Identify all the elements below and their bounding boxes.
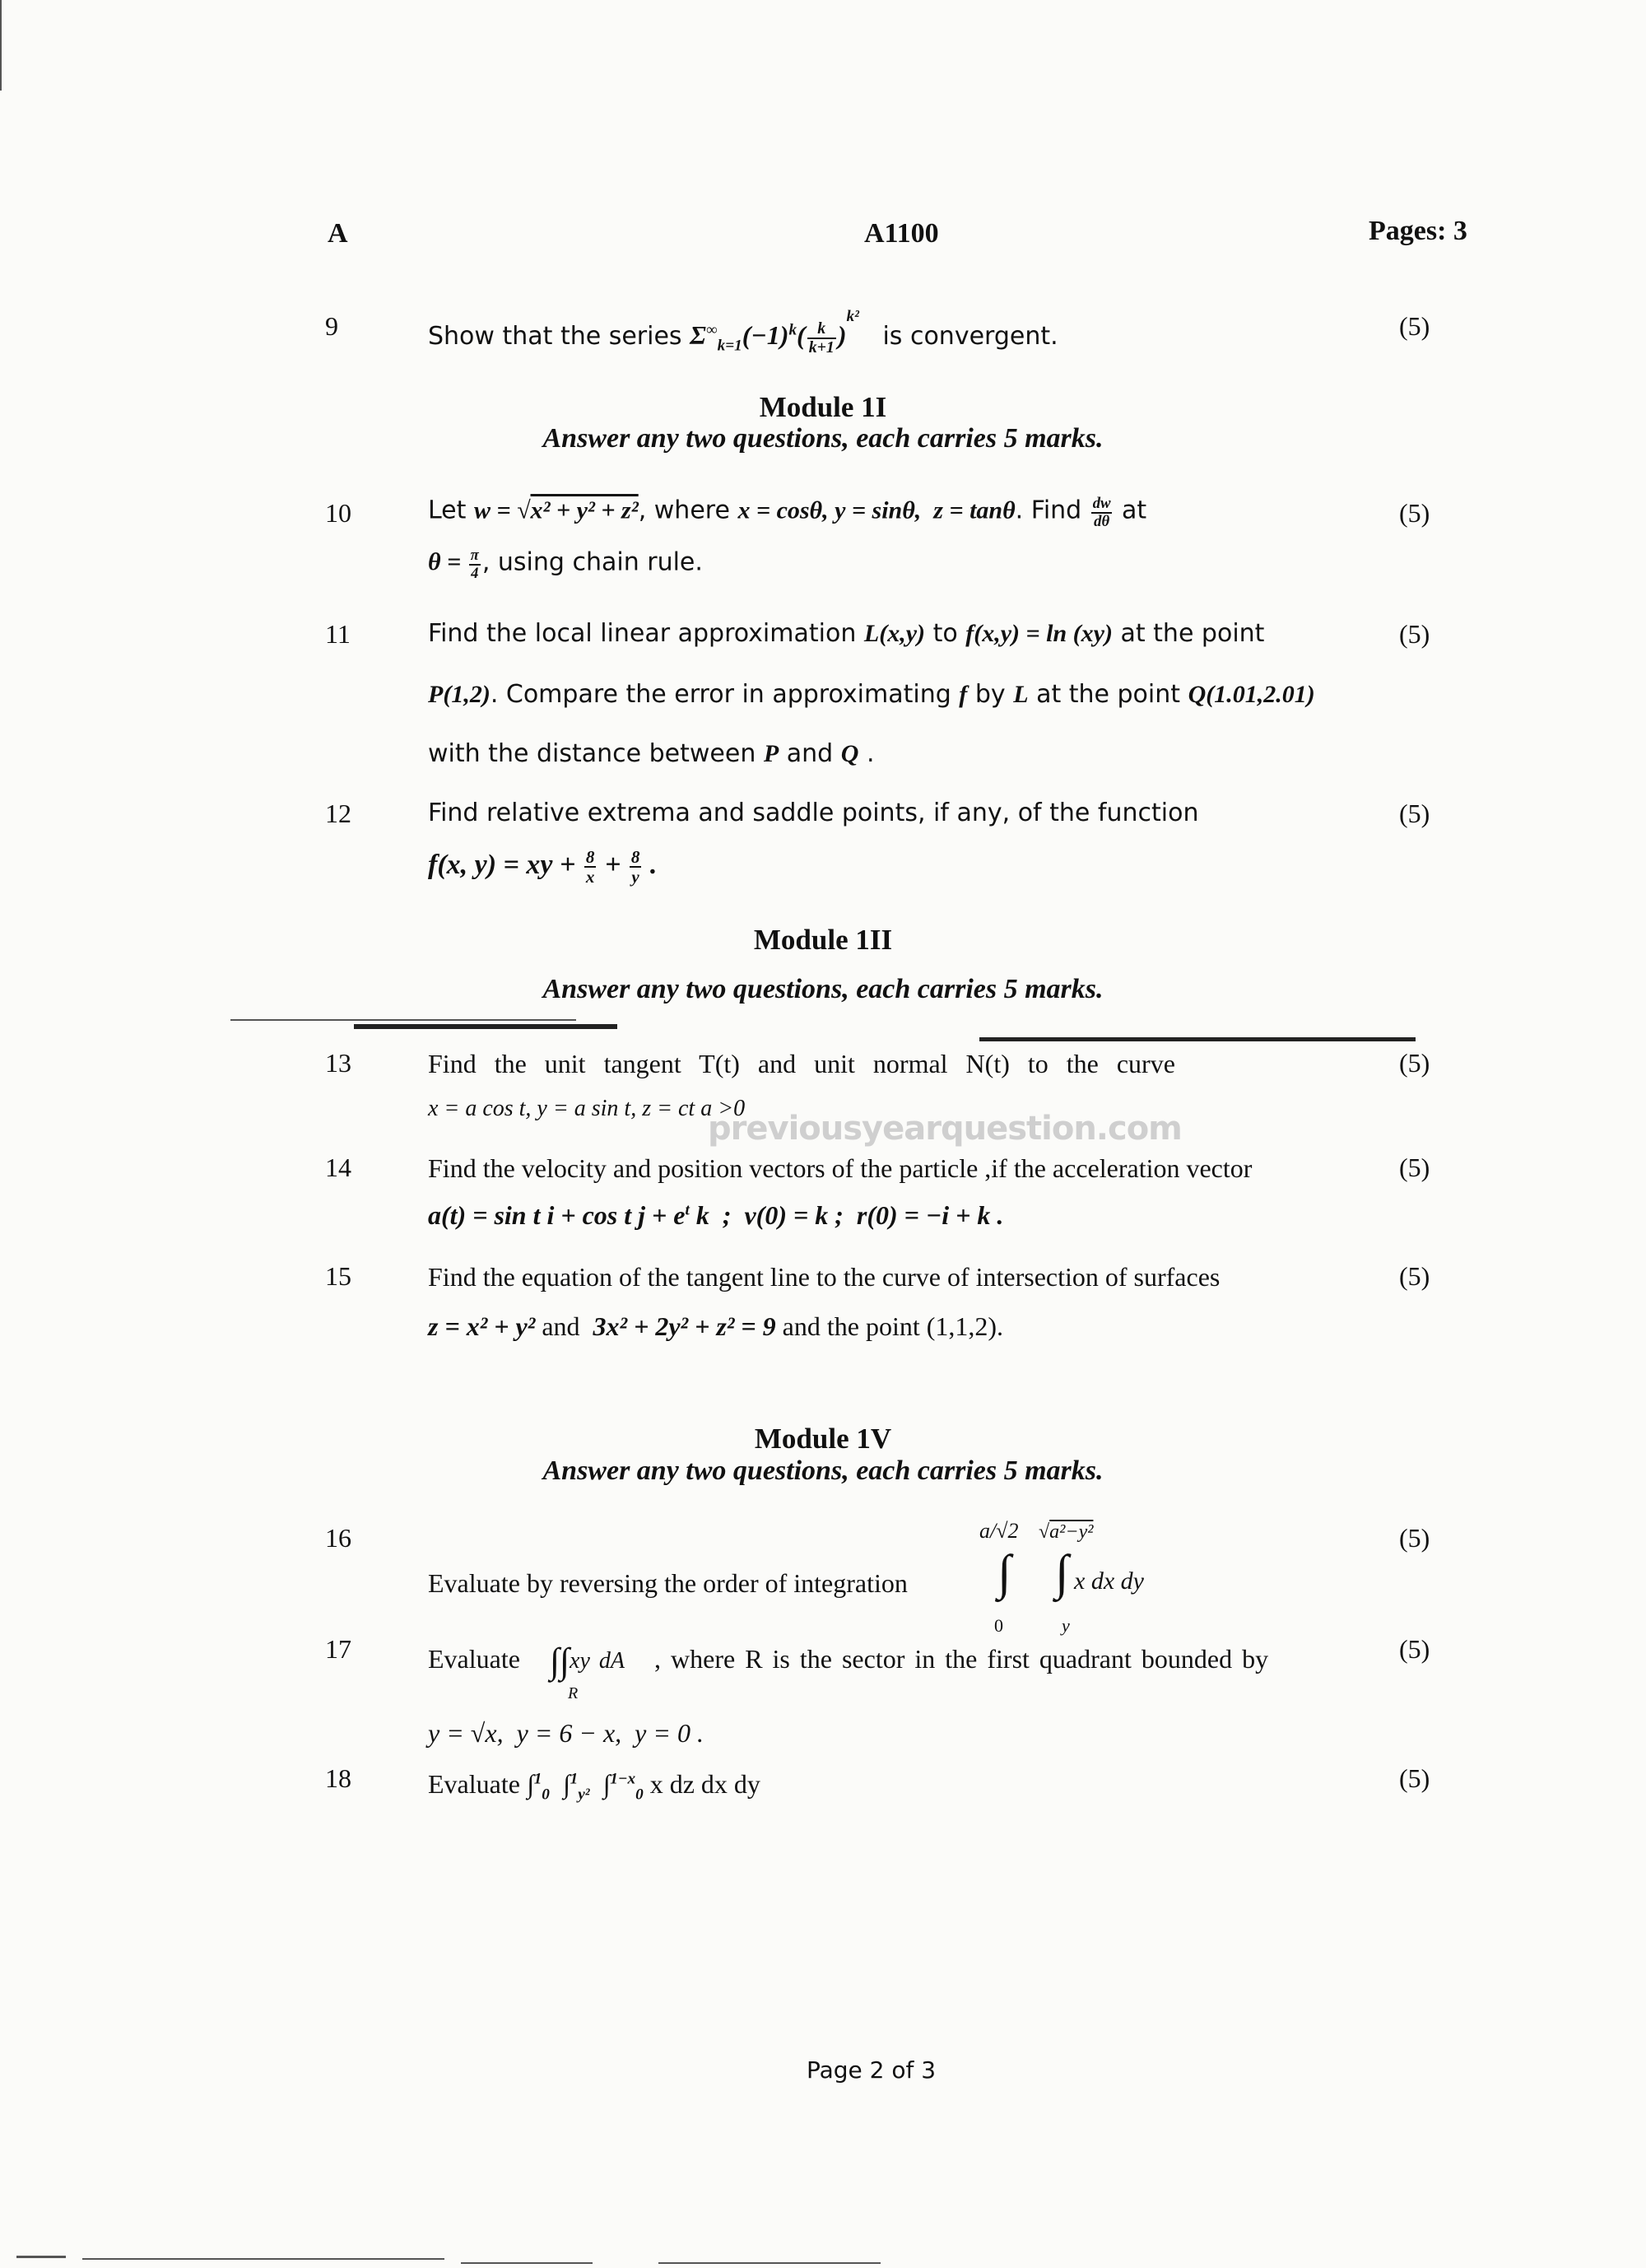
question-marks: (5)	[1399, 1763, 1430, 1793]
integral-sign: ∫	[997, 1545, 1011, 1600]
module-4-title: Module 1V	[754, 1423, 892, 1455]
question-marks: (5)	[1399, 1261, 1430, 1291]
question-number: 13	[325, 1048, 351, 1078]
question-11-line-2: P(1,2). Compare the error in approximating f by L at the point Q(1.01,2.01)	[428, 680, 1315, 709]
page-number: Page 2 of 3	[807, 2056, 937, 2084]
question-marks: (5)	[1399, 619, 1430, 649]
module-4-instruction: Answer any two questions, each carries 5 marks.	[542, 1455, 1104, 1486]
question-10-line-1: Let w = √x² + y² + z², where x = cosθ, y = sinθ, z = tanθ. Find $\frac{dw}{d\theta}$ at	[428, 495, 1147, 530]
question-14-line-1: Find the velocity and position vectors of the particle ,if the acceleration vector	[428, 1153, 1253, 1183]
question-marks: (5)	[1399, 311, 1430, 341]
watermark: previousyearquestion.com	[708, 1110, 1182, 1148]
question-10-line-2: θ = $\frac{\pi}{4}$ , using chain rule.	[428, 547, 703, 582]
question-9-text: Show that the series $\Sigma^\infty_{k=1}(-1)^k$( $\frac{k}{k+1}$ )$^{k^2}$ is convergent.	[428, 308, 1058, 356]
question-number: 11	[325, 619, 351, 649]
question-17-line-1: Evaluate ∫∫xy dA , where R is the sector in the first quadrant bounded by	[428, 1641, 1269, 1681]
question-12-formula: f(x, y) = xy + $\frac{8}{x}$ + $\frac{8}{y}$ .	[428, 847, 658, 887]
question-number: 15	[325, 1261, 351, 1291]
integral-upper-limit: a/√2	[979, 1519, 1019, 1543]
scan-line	[461, 2262, 593, 2264]
question-number: 18	[325, 1763, 351, 1793]
integral-lower-limit: 0	[994, 1615, 1003, 1636]
scan-line	[230, 1019, 576, 1021]
question-number: 9	[325, 311, 338, 341]
scan-line	[16, 2256, 66, 2258]
region-label: R	[568, 1684, 579, 1702]
question-13-line-1: Find the unit tangent T(t) and unit normal N(t) to the curve	[428, 1049, 1175, 1078]
header-left: A	[328, 218, 348, 249]
header-code: A1100	[864, 218, 939, 249]
question-11-line-3: with the distance between P and Q .	[428, 739, 875, 768]
question-15-line-2: z = x² + y² and 3x² + 2y² + z² = 9 and the point (1,1,2).	[428, 1311, 1004, 1341]
question-marks: (5)	[1399, 498, 1430, 528]
question-14-formula: a(t) = sin t i + cos t $j + e^t$ k ; v(0) = k ; r(0) = −i + k .	[428, 1200, 1004, 1230]
question-number: 12	[325, 799, 351, 828]
question-number: 14	[325, 1153, 351, 1182]
question-marks: (5)	[1399, 1523, 1430, 1553]
module-2-instruction: Answer any two questions, each carries 5 marks.	[542, 423, 1104, 454]
module-3-title: Module 1II	[753, 924, 893, 956]
question-marks: (5)	[1399, 1634, 1430, 1664]
scan-line	[0, 0, 2, 91]
scan-line	[82, 2258, 444, 2260]
question-marks: (5)	[1399, 1153, 1430, 1182]
module-3-instruction: Answer any two questions, each carries 5 marks.	[542, 974, 1104, 1004]
integral-upper-limit: √a²−y²	[1039, 1521, 1094, 1543]
question-17-bounds: y = √x, y = 6 − x, y = 0 .	[428, 1718, 704, 1748]
scan-line	[979, 1037, 1416, 1041]
module-2-title: Module 1I	[759, 391, 887, 423]
scan-line	[354, 1024, 617, 1029]
question-16-text: Evaluate by reversing the order of integration	[428, 1568, 908, 1598]
question-number: 17	[325, 1634, 351, 1664]
integrand: x dx dy	[1074, 1567, 1144, 1595]
question-11-line-1: Find the local linear approximation L(x,y) to f(x,y) = ln (xy) at the point	[428, 619, 1265, 648]
question-13-line-2: x = a cos t, y = a sin t, z = ct a >0	[428, 1096, 746, 1121]
question-number: 16	[325, 1523, 351, 1553]
integral-sign: ∫	[1055, 1545, 1069, 1600]
question-marks: (5)	[1399, 1048, 1430, 1078]
question-12-line-1: Find relative extrema and saddle points, if any, of the function	[428, 799, 1199, 827]
scan-line	[658, 2262, 881, 2264]
question-marks: (5)	[1399, 799, 1430, 828]
question-number: 10	[325, 498, 351, 528]
question-18-text: Evaluate ∫$^1_0$ ∫$^1_{y^2}$ ∫$^{1-x}_0$ x dz dx dy	[428, 1769, 760, 1804]
question-15-line-1: Find the equation of the tangent line to the curve of intersection of surfaces	[428, 1262, 1221, 1292]
header-pages: Pages: 3	[1369, 216, 1467, 246]
integral-lower-limit: y	[1062, 1615, 1070, 1636]
